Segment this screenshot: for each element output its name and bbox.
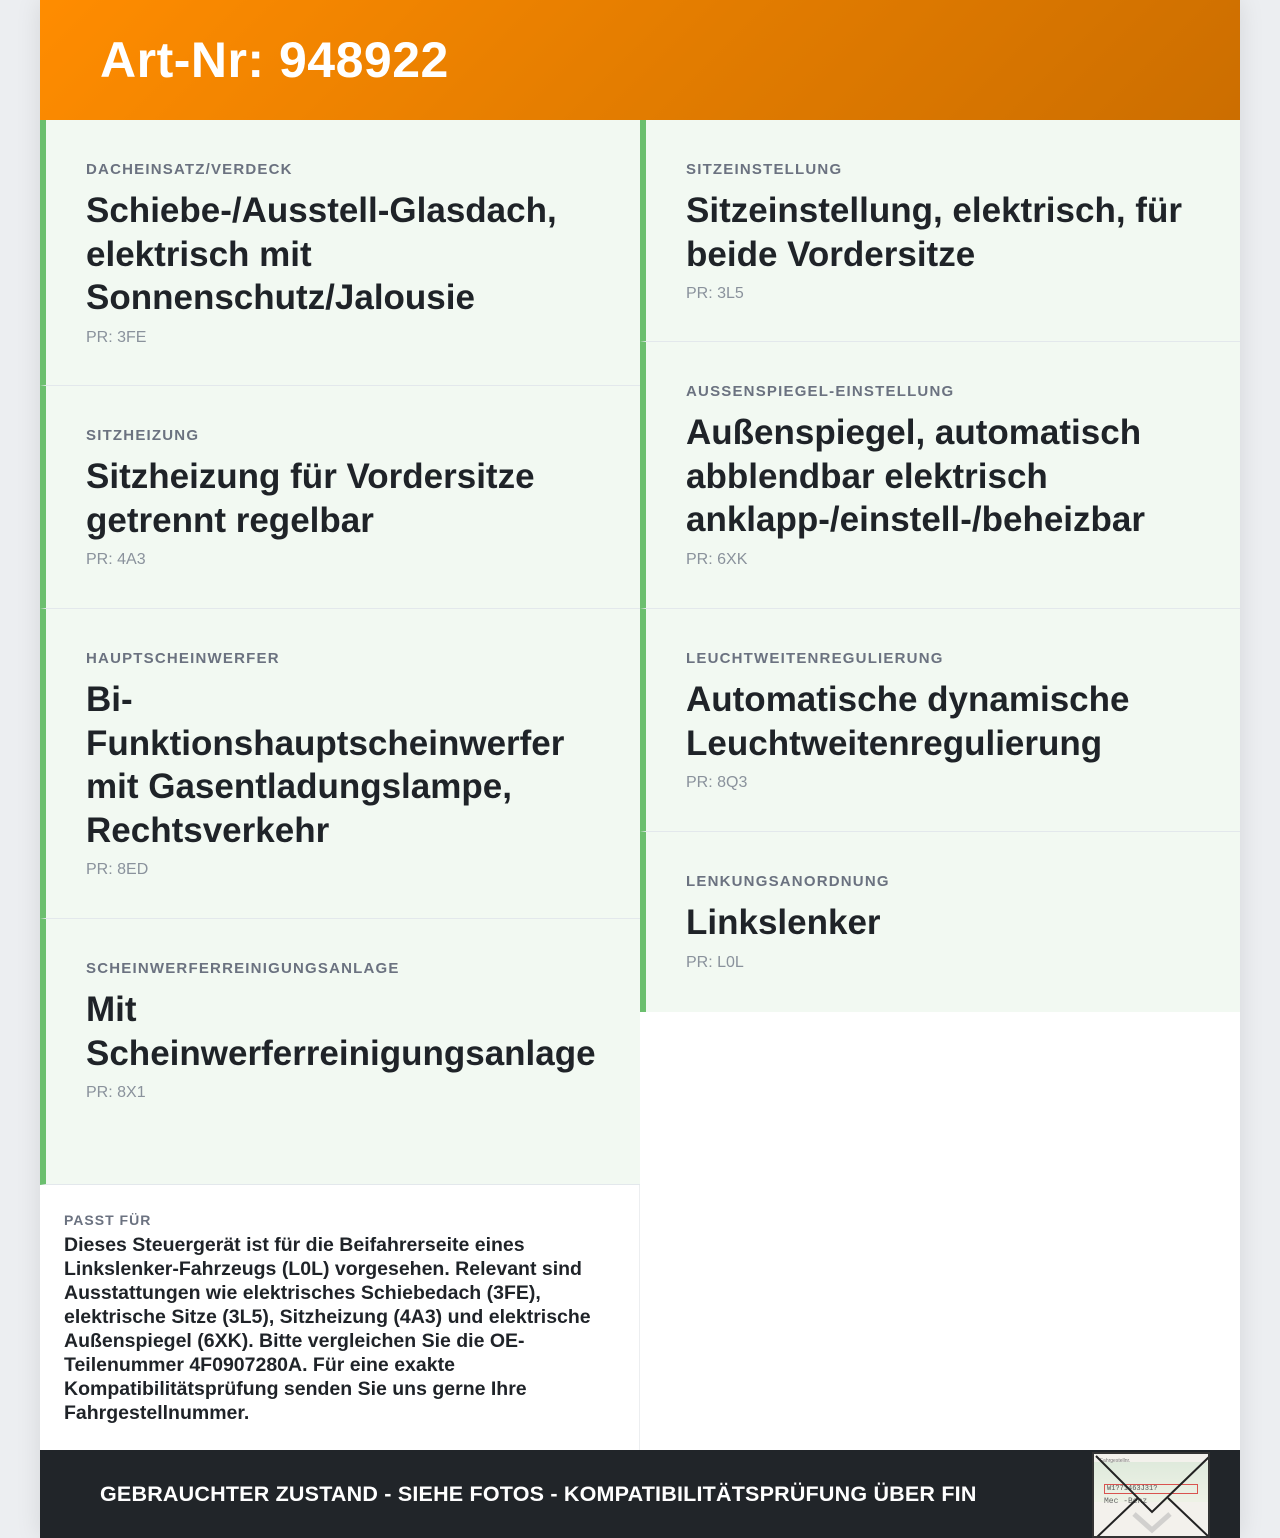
feature-pr-code: PR: 3L5 [686, 285, 744, 302]
feature-pr-code: PR: 8Q3 [686, 774, 748, 791]
compatibility-label: PASST FÜR [64, 1212, 152, 1228]
feature-card-headlights [40, 609, 640, 919]
feature-title: Außenspiegel, automatisch abblendbar elektrisch anklapp-/einstell-/beheizbar [686, 413, 1145, 539]
compatibility-text: Dieses Steuergerät ist für die Beifahrerseite eines Linkslenker-Fahrzeugs (L0L) vorgesehen. Relevant sind Ausstattungen wie elektrisches Schiebedach (3FE), elektrische Sitze (3L5), Sitzheizung (4A3) und elektrische Außenspiegel (6XK). Bitte vergleichen Sie die OE-Teilenummer 4F0907280A. Für eine exakte Kompatibilitätsprüfung senden Sie uns gerne Ihre Fahrgestellnummer. [64, 1234, 591, 1424]
feature-title: Automatische dynamische Leuchtweitenregulierung [686, 680, 1130, 763]
feature-pr-code: PR: L0L [686, 953, 744, 971]
feature-category: DACHEINSATZ/VERDECK [86, 161, 293, 178]
feature-category: SCHEINWERFERREINIGUNGSANLAGE [86, 960, 400, 977]
feature-pr-code: PR: 6XK [686, 550, 748, 568]
feature-category: LEUCHTWEITENREGULIERUNG [686, 650, 944, 667]
feature-card-seat-adjustment [640, 120, 1240, 342]
feature-card-seat-heating [40, 386, 640, 609]
feature-title: Bi-Funktionshauptscheinwerfer mit Gasentladungslampe, Rechtsverkehr [86, 680, 565, 850]
feature-title: Linkslenker [686, 903, 881, 942]
feature-category: AUSSENSPIEGEL-EINSTELLUNG [686, 383, 955, 400]
feature-category: SITZEINSTELLUNG [686, 161, 843, 178]
make-text: Mec -Benz [1104, 1497, 1148, 1506]
feature-card-headlight-range [640, 609, 1240, 832]
article-number-title: Art-Nr: 948922 [100, 32, 449, 88]
feature-card-roof [40, 120, 640, 386]
compatibility-section [40, 1185, 640, 1450]
feature-title: Sitzeinstellung, elektrisch, für beide Vordersitze [686, 191, 1182, 274]
feature-card-steering [640, 832, 1240, 1012]
vin-box: W1?71463J31? [1104, 1484, 1198, 1494]
feature-pr-code: PR: 3FE [86, 328, 147, 346]
condition-note: GEBRAUCHTER ZUSTAND - SIEHE FOTOS - KOMPATIBILITÄTSPRÜFUNG ÜBER FIN [100, 1481, 977, 1506]
feature-card-headlight-washer [40, 919, 640, 1185]
feature-column-left [40, 120, 640, 1185]
feature-pr-code: PR: 4A3 [86, 551, 146, 568]
feature-category: HAUPTSCHEINWERFER [86, 650, 280, 667]
feature-category: LENKUNGSANORDNUNG [686, 873, 890, 890]
feature-pr-code: PR: 8X1 [86, 1084, 146, 1101]
feature-title: Sitzheizung für Vordersitze getrennt regelbar [86, 457, 535, 540]
feature-column-right [640, 120, 1240, 1012]
envelope-icon [1094, 1454, 1210, 1538]
feature-card-mirror-adjustment [640, 342, 1240, 609]
product-sheet [40, 0, 1240, 1538]
registration-document-envelope-icon [1092, 1452, 1210, 1538]
feature-title: Mit Scheinwerferreinigungsanlage [86, 990, 596, 1073]
document-header-text: Fahrgestellnr. [1100, 1458, 1131, 1464]
feature-title: Schiebe-/Ausstell-Glasdach, elektrisch mit Sonnenschutz/Jalousie [86, 191, 557, 317]
header [40, 0, 1240, 120]
feature-pr-code: PR: 8ED [86, 861, 149, 878]
feature-category: SITZHEIZUNG [86, 427, 200, 444]
footer-banner [40, 1450, 1240, 1538]
feature-grid [40, 120, 1240, 1450]
